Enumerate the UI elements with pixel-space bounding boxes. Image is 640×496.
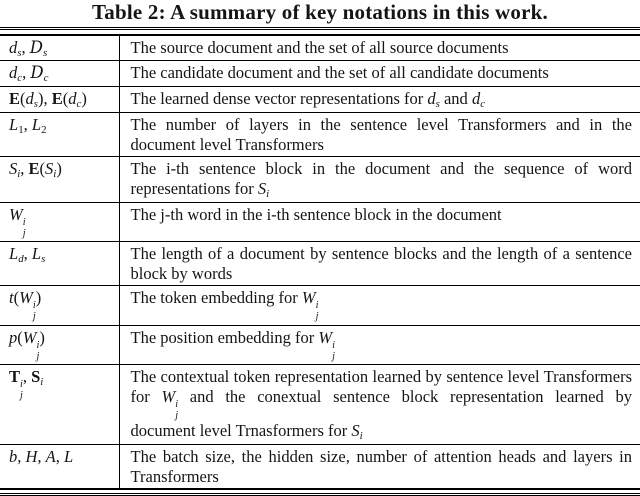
notation-cell: T i j , $S_i$ xyxy=(0,365,119,445)
description-cell: The i-th sentence block in the document and the sequence of word representations for $S_i$ xyxy=(119,157,640,202)
notation-cell: $d_s$, $D_s$ xyxy=(0,35,119,61)
notation-cell: $d_c$, $D_c$ xyxy=(0,61,119,87)
description-cell: The j-th word in the i-th sentence block in the document xyxy=(119,202,640,242)
table-row xyxy=(0,445,640,489)
table-row xyxy=(0,242,640,286)
table-row xyxy=(0,113,640,157)
description-cell: The learned dense vector representations for $d_s$ and $d_c$ xyxy=(119,87,640,113)
table-row xyxy=(0,286,640,326)
description-cell: The position embedding for W i j xyxy=(119,325,640,365)
table-row xyxy=(0,87,640,113)
notation-cell: p(W i j ) xyxy=(0,325,119,365)
notation-cell: t(W i j ) xyxy=(0,286,119,326)
notation-cell: $S_i$, $E(S_i)$ xyxy=(0,157,119,202)
table-row xyxy=(0,325,640,365)
table-row xyxy=(0,157,640,202)
table-row xyxy=(0,202,640,242)
table-row xyxy=(0,365,640,445)
notation-cell: W i j xyxy=(0,202,119,242)
description-cell: The length of a document by sentence blocks and the length of a sentence block by words xyxy=(119,242,640,286)
notation-cell: $L_1$, $L_2$ xyxy=(0,113,119,157)
description-cell: The number of layers in the sentence level Transformers and in the document level Transformers xyxy=(119,113,640,157)
description-cell: The contextual token representation learned by sentence level Transformers for W i j and the conextual sentence block representation learned by document level Trnasformers for $S_i$ xyxy=(119,365,640,445)
description-cell: The token embedding for W i j xyxy=(119,286,640,326)
table-row xyxy=(0,35,640,61)
description-cell: The source document and the set of all source documents xyxy=(119,35,640,61)
description-cell: The candidate document and the set of all candidate documents xyxy=(119,61,640,87)
notation-cell: $L_d$, $L_s$ xyxy=(0,242,119,286)
notation-table xyxy=(0,34,640,491)
description-cell: The batch size, the hidden size, number of attention heads and layers in Transformers xyxy=(119,445,640,489)
notation-cell: $E(d_s)$, $E(d_c)$ xyxy=(0,87,119,113)
notation-cell: b, H, A, L xyxy=(0,445,119,489)
table-caption: Table 2: A summary of key notations in this work. xyxy=(92,0,548,24)
table-row xyxy=(0,61,640,87)
top-double-rule xyxy=(0,27,640,30)
